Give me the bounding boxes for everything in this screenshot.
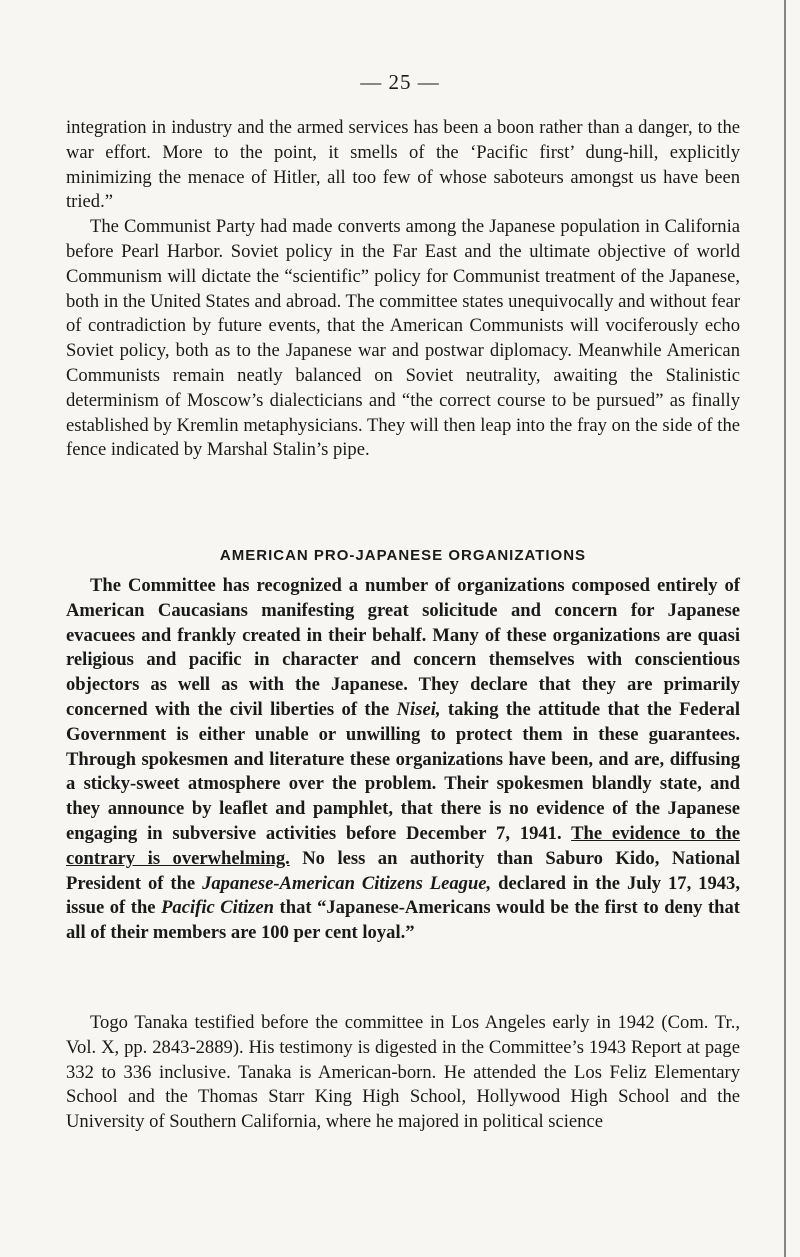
- paragraph-3-part-a: The Committee has recognized a number of organizations composed entirely of American Caucasians manifesting great solicitude and concern for Japanese evacuees and frankly created in their behalf. Many of these organizations are quasi religious and pacific in character and concern themselves with conscientious objectors as well as with the Japanese. They declare that they are primarily concerned with the civil liberties of the: [66, 575, 740, 720]
- paragraph-4: Togo Tanaka testified before the committee in Los Angeles early in 1942 (Com. Tr., Vol. X, pp. 2843-2889). His testimony is digested in the Committee’s 1943 Report at page 332 to 336 inclusive. Tanaka is American-born. He attended the Los Feliz Elementary School and the Thomas Starr King High School, Hollywood High School and the University of Southern California, where he majored in political science: [66, 1012, 740, 1133]
- jacl-name: Japanese-American Citizens League,: [202, 872, 492, 894]
- page-number: — 25 —: [360, 70, 440, 94]
- paragraph-3-part-c: No less an authority than Saburo Kido, National President of the: [66, 847, 740, 894]
- pacific-citizen-name: Pacific Citizen: [161, 897, 275, 919]
- paragraph-1: integration in industry and the armed services has been a boon rather than a danger, to the war effort. More to the point, it smells of the ‘Pacific first’ dung-hill, explicitly minimizing the menace of Hitler, all too few of whose saboteurs amongst us have been tried.”: [66, 117, 740, 213]
- paragraph-2: The Communist Party had made converts among the Japanese population in California before Pearl Harbor. Soviet policy in the Far East and the ultimate objective of world Communism will dictate the “scientific” policy for Communist treatment of the Japanese, both in the United States and abroad. The committee states unequivocally and without fear of contradiction by future events, that the American Communists will vociferously echo Soviet policy, both as to the Japanese war and postwar diplomacy. Meanwhile American Communists remain neatly balanced on Soviet neutrality, awaiting the Stalinistic determinism of Moscow’s dialecticians and “the correct course to be pursued” as finally established by Kremlin metaphysicians. They will then leap into the fray on the side of the fence indicated by Marshal Stalin’s pipe.: [66, 216, 741, 461]
- text-block-middle: [66, 574, 740, 946]
- paragraph-3-part-b: taking the attitude that the Federal Government is either unable or unwilling to protect them in these guarantees. Through spokesmen and literature these organizations have been, and are, diffusing a sticky-sweet atmosphere over the problem. Their spokesmen blandly state, and they announce by leaflet and pamphlet, that there is no evidence of the Japanese engaging in subversive activities before December 7, 1941.: [66, 698, 740, 844]
- text-block-top: [66, 116, 740, 463]
- paragraph-3-part-e: that “Japanese-Americans would be the first to deny that all of their members are 100 per cent loyal.”: [66, 897, 740, 944]
- paragraph-3-part-d: declared in the July 17, 1943, issue of the: [66, 872, 740, 919]
- underlined-statement: The evidence to the contrary is overwhelming.: [66, 822, 740, 869]
- nisei-term: Nisei,: [396, 698, 441, 720]
- scan-edge-line: [784, 0, 786, 1257]
- section-heading: AMERICAN PRO-JAPANESE ORGANIZATIONS: [219, 547, 587, 564]
- text-block-bottom: [66, 1011, 740, 1135]
- paragraph-3: [66, 574, 740, 946]
